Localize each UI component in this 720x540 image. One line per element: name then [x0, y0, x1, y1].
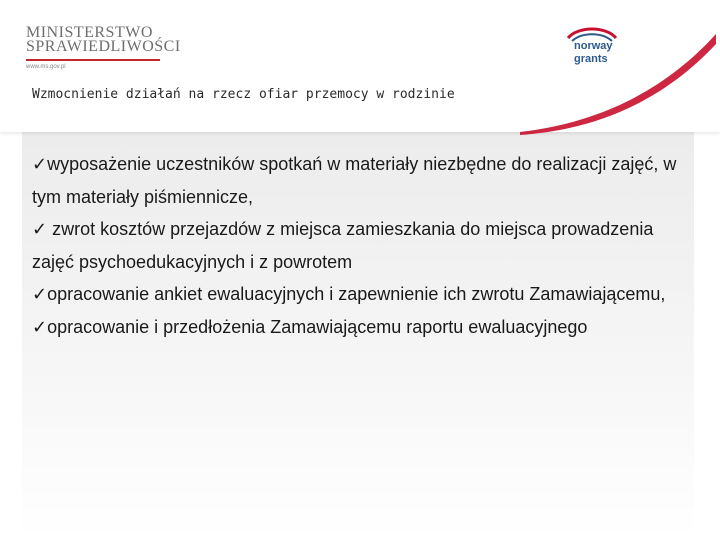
ministry-underline: [26, 59, 160, 61]
slide-header: [0, 0, 720, 132]
ministry-name-line2: SPRAWIEDLIWOŚCI: [26, 38, 181, 55]
bullet-list: [32, 148, 692, 344]
norway-grants-line1: norway: [574, 40, 613, 52]
norway-grants-logo: [560, 24, 640, 76]
bullet-item: [32, 148, 692, 213]
checkmark-icon: ✓: [32, 219, 48, 240]
bullet-text: zwrot kosztów przejazdów z miejsca zamieszkania do miejsca prowadzenia zajęć psychoedukacyjnych i z powrotem: [32, 219, 654, 272]
bullet-item: [32, 278, 692, 311]
slide-subtitle: Wzmocnienie działań na rzecz ofiar przemocy w rodzinie: [32, 87, 455, 102]
bullet-item: [32, 311, 692, 344]
bullet-text: opracowanie i przedłożenia Zamawiającemu raportu ewaluacyjnego: [47, 317, 588, 337]
checkmark-icon: ✓: [32, 284, 48, 305]
norway-grants-line2: grants: [574, 53, 608, 65]
ministry-logo: [22, 22, 181, 78]
checkmark-icon: ✓: [32, 154, 48, 175]
bullet-item: [32, 213, 692, 278]
bullet-text: wyposażenie uczestników spotkań w materiały niezbędne do realizacji zajęć, w tym materiały piśmiennicze,: [32, 154, 677, 207]
checkmark-icon: ✓: [32, 317, 48, 338]
bullet-text: opracowanie ankiet ewaluacyjnych i zapewnienie ich zwrotu Zamawiającemu,: [47, 284, 666, 304]
ministry-name-line1: MINISTERSTWO: [26, 24, 153, 41]
ministry-url: www.ms.gov.pl: [26, 64, 66, 70]
